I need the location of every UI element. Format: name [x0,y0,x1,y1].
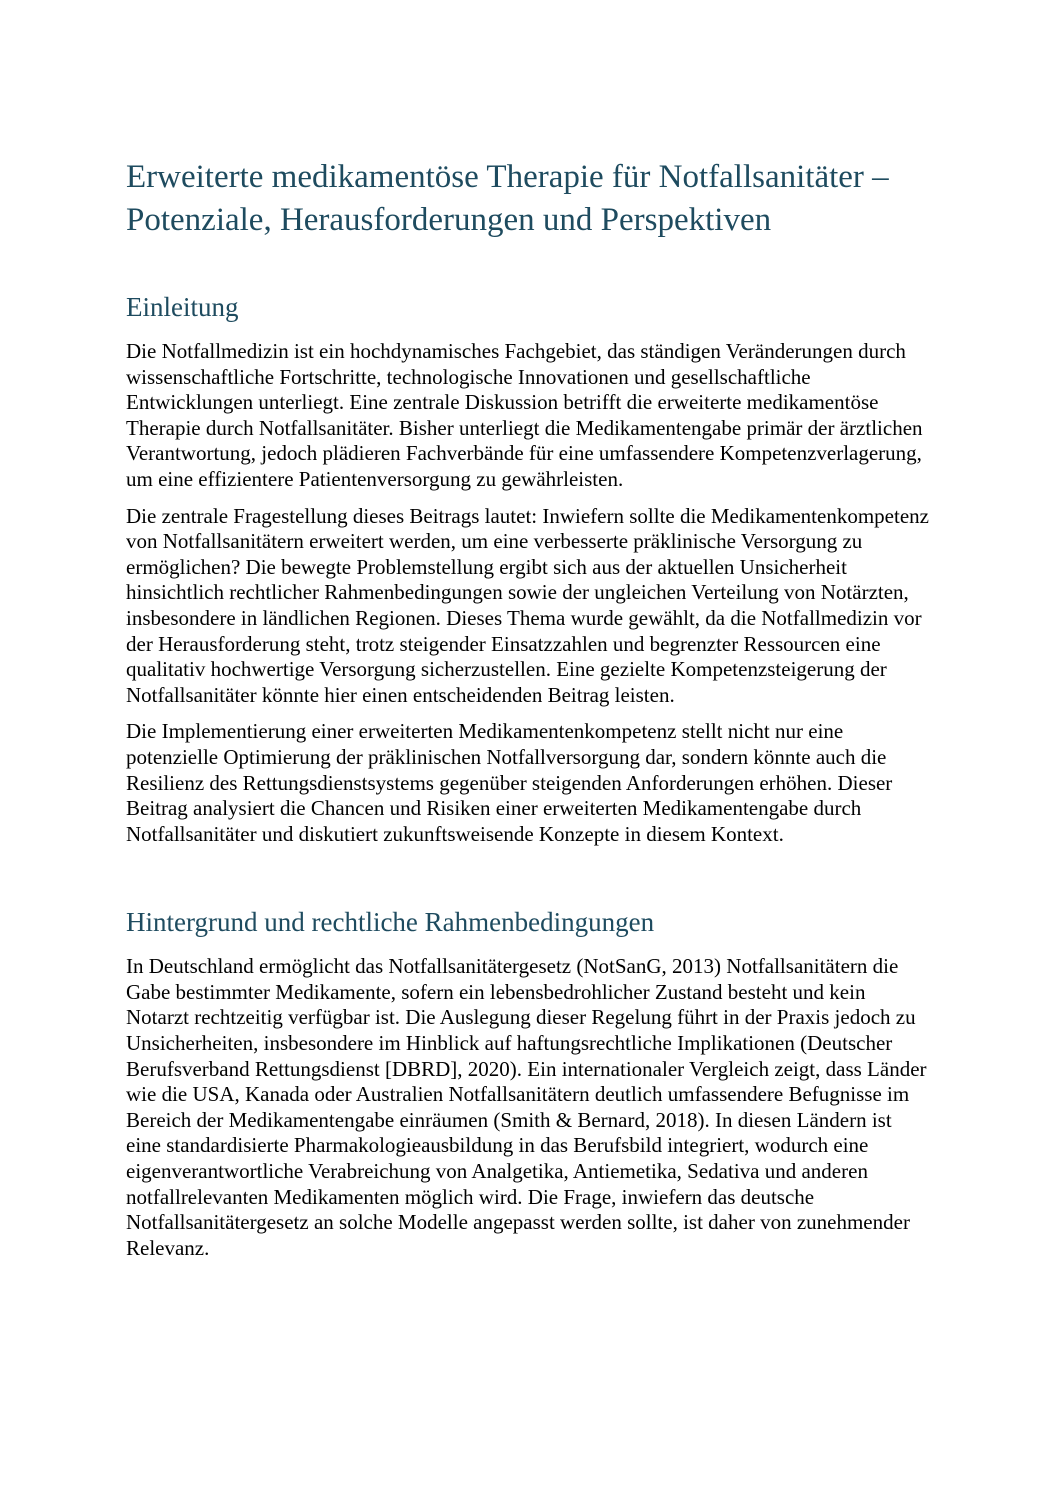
section-einleitung [126,290,931,847]
paragraph-einleitung-2: Die zentrale Fragestellung dieses Beitrags lautet: Inwiefern sollte die Medikamentenkompetenz von Notfallsanitätern erweitert werden, um eine verbesserte präklinische Versorgung zu ermöglichen? Die bewegte Problemstellung ergibt sich aus der aktuellen Unsicherheit hinsichtlich rechtlicher Rahmenbedingungen sowie der ungleichen Verteilung von Notärzten, insbesondere in ländlichen Regionen. Dieses Thema wurde gewählt, da die Notfallmedizin vor der Herausforderung steht, trotz steigender Einsatzzahlen und begrenzter Ressourcen eine qualitativ hochwertige Versorgung sicherzustellen. Eine gezielte Kompetenzsteigerung der Notfallsanitäter könnte hier einen entscheidenden Beitrag leisten. [126,503,929,707]
section-heading-einleitung: Einleitung [126,292,239,322]
paragraph-einleitung-3: Die Implementierung einer erweiterten Medikamentenkompetenz stellt nicht nur eine potenzielle Optimierung der präklinischen Notfallversorgung dar, sondern könnte auch die Resilienz des Rettungsdienstsystems gegenüber steigenden Anforderungen erhöhen. Dieser Beitrag analysiert die Chancen und Risiken einer erweiterten Medikamentengabe durch Notfallsanitäter und diskutiert zukunftsweisende Konzepte in diesem Kontext. [126,719,893,846]
document-title: Erweiterte medikamentöse Therapie für Notfallsanitäter – Potenziale, Herausforderungen und Perspektiven [126,159,889,238]
paragraph-hintergrund-1: In Deutschland ermöglicht das Notfallsanitätergesetz (NotSanG, 2013) Notfallsanitätern die Gabe bestimmter Medikamente, sofern ein lebensbedrohlicher Zustand besteht und kein Notarzt rechtzeitig verfügbar ist. Die Auslegung dieser Regelung führt in der Praxis jedoch zu Unsicherheiten, insbesondere im Hinblick auf haftungsrechtliche Implikationen (Deutscher Berufsverband Rettungsdienst [DBRD], 2020). Ein internationaler Vergleich zeigt, dass Länder wie die USA, Kanada oder Australien Notfallsanitätern deutlich umfassendere Befugnisse im Bereich der Medikamentengabe einräumen (Smith & Bernard, 2018). In diesen Ländern ist eine standardisierte Pharmakologieausbildung in das Berufsbild integriert, wodurch eine eigenverantwortliche Verabreichung von Analgetika, Antiemetika, Sedativa und anderen notfallrelevanten Medikamenten möglich wird. Die Frage, inwiefern das deutsche Notfallsanitätergesetz an solche Modelle angepasst werden sollte, ist daher von zunehmender Relevanz. [126,954,927,1260]
section-hintergrund [126,905,931,1261]
paragraph-einleitung-1: Die Notfallmedizin ist ein hochdynamisches Fachgebiet, das ständigen Veränderungen durch wissenschaftliche Fortschritte, technologische Innovationen und gesellschaftliche Entwicklungen unterliegt. Eine zentrale Diskussion betrifft die erweiterte medikamentöse Therapie durch Notfallsanitäter. Bisher unterliegt die Medikamentengabe primär der ärztlichen Verantwortung, jedoch plädieren Fachverbände für eine umfassendere Kompetenzverlagerung, um eine effizientere Patientenversorgung zu gewährleisten. [126,339,923,491]
section-heading-hintergrund: Hintergrund und rechtliche Rahmenbedingungen [126,907,655,938]
